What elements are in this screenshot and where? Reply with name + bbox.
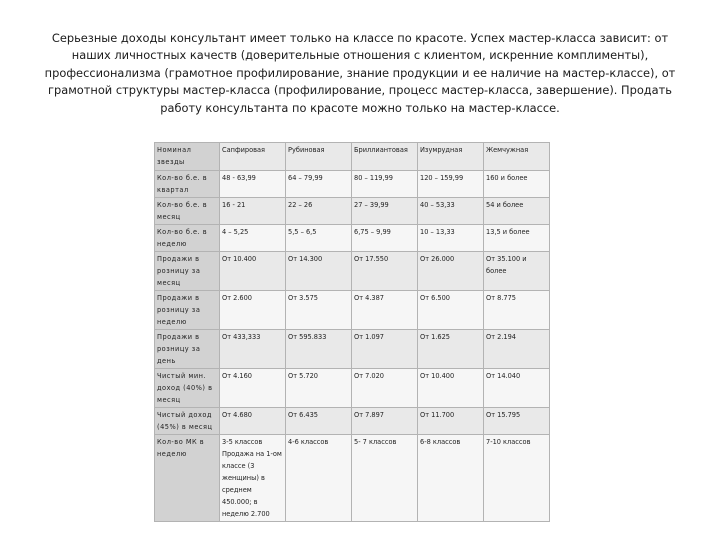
table-row bbox=[155, 198, 550, 225]
table-header-row bbox=[155, 143, 550, 171]
table-cell: От 35.100 и более bbox=[484, 252, 550, 291]
table-cell: 6-8 классов bbox=[418, 435, 484, 522]
table-cell: 27 – 39,99 bbox=[352, 198, 418, 225]
table-cell: От 8.775 bbox=[484, 291, 550, 330]
row-label: Продажи в розницу за день bbox=[155, 330, 220, 369]
row-label: Продажи в розницу за неделю bbox=[155, 291, 220, 330]
header-cell: Сапфировая bbox=[220, 143, 286, 171]
table-cell: 64 – 79,99 bbox=[286, 171, 352, 198]
table-row bbox=[155, 171, 550, 198]
table-cell: От 1.097 bbox=[352, 330, 418, 369]
table-cell: От 10.400 bbox=[220, 252, 286, 291]
table-cell: От 26.000 bbox=[418, 252, 484, 291]
table-cell: 160 и более bbox=[484, 171, 550, 198]
table-cell: 4 – 5,25 bbox=[220, 225, 286, 252]
table-cell: От 6.435 bbox=[286, 408, 352, 435]
table-cell: 10 – 13,33 bbox=[418, 225, 484, 252]
table-cell: От 5.720 bbox=[286, 369, 352, 408]
table-cell: 5- 7 классов bbox=[352, 435, 418, 522]
table-cell: 6,75 – 9,99 bbox=[352, 225, 418, 252]
table-cell: От 4.160 bbox=[220, 369, 286, 408]
table-cell: 54 и более bbox=[484, 198, 550, 225]
table-cell: От 4.387 bbox=[352, 291, 418, 330]
row-label: Кол-во МК в неделю bbox=[155, 435, 220, 522]
row-label: Чистый мин. доход (40%) в месяц bbox=[155, 369, 220, 408]
table-cell: От 11.700 bbox=[418, 408, 484, 435]
table-cell: От 14.300 bbox=[286, 252, 352, 291]
table-row bbox=[155, 225, 550, 252]
table-cell: 22 – 26 bbox=[286, 198, 352, 225]
intro-paragraph: Серьезные доходы консультант имеет только на классе по красоте. Успех мастер-класса зависит: от наших личностных качеств (доверительные отношения с клиентом, искренние комплименты), профессионализма (грамотное профилирование, знание продукции и ее наличие на мастер-классе), от грамотной структуры мастер-класса (профилирование, процесс мастер-класса, завершение). Продать работу консультанта по красоте можно только на мастер-классе. bbox=[44, 31, 676, 115]
table-cell: 7-10 классов bbox=[484, 435, 550, 522]
table-cell: От 10.400 bbox=[418, 369, 484, 408]
header-cell: Бриллиантовая bbox=[352, 143, 418, 171]
table-row bbox=[155, 291, 550, 330]
header-cell: Номинал звезды bbox=[155, 143, 220, 171]
table-cell: 40 – 53,33 bbox=[418, 198, 484, 225]
table-cell: 13,5 и более bbox=[484, 225, 550, 252]
table-cell: От 433,333 bbox=[220, 330, 286, 369]
table-cell: От 595.833 bbox=[286, 330, 352, 369]
header-cell: Жемчужная bbox=[484, 143, 550, 171]
header-cell: Изумрудная bbox=[418, 143, 484, 171]
table-cell: От 6.500 bbox=[418, 291, 484, 330]
table-row bbox=[155, 252, 550, 291]
table-cell: 80 – 119,99 bbox=[352, 171, 418, 198]
table-cell: 5,5 – 6,5 bbox=[286, 225, 352, 252]
table-cell: 48 - 63,99 bbox=[220, 171, 286, 198]
header-cell: Рубиновая bbox=[286, 143, 352, 171]
table-cell: От 2.194 bbox=[484, 330, 550, 369]
table-cell: 3-5 классов Продажа на 1-ом классе (3 женщины) в среднем 450.000; в неделю 2.700 bbox=[220, 435, 286, 522]
table-cell: От 4.680 bbox=[220, 408, 286, 435]
table-cell: От 15.795 bbox=[484, 408, 550, 435]
table-row bbox=[155, 408, 550, 435]
table-cell: 4-6 классов bbox=[286, 435, 352, 522]
row-label: Кол-во б.е. в неделю bbox=[155, 225, 220, 252]
table-cell: 16 - 21 bbox=[220, 198, 286, 225]
table-cell: 120 – 159,99 bbox=[418, 171, 484, 198]
table-cell: От 7.897 bbox=[352, 408, 418, 435]
row-label: Продажи в розницу за месяц bbox=[155, 252, 220, 291]
table-cell: От 1.625 bbox=[418, 330, 484, 369]
table-row bbox=[155, 369, 550, 408]
table-cell: От 7.020 bbox=[352, 369, 418, 408]
table-cell: От 17.550 bbox=[352, 252, 418, 291]
table-row bbox=[155, 330, 550, 369]
table-cell: От 2.600 bbox=[220, 291, 286, 330]
star-levels-table bbox=[154, 142, 550, 522]
row-label: Чистый доход (45%) в месяц bbox=[155, 408, 220, 435]
table-cell: От 14.040 bbox=[484, 369, 550, 408]
table-cell: От 3.575 bbox=[286, 291, 352, 330]
row-label: Кол-во б.е. в квартал bbox=[155, 171, 220, 198]
table-row bbox=[155, 435, 550, 522]
row-label: Кол-во б.е. в месяц bbox=[155, 198, 220, 225]
